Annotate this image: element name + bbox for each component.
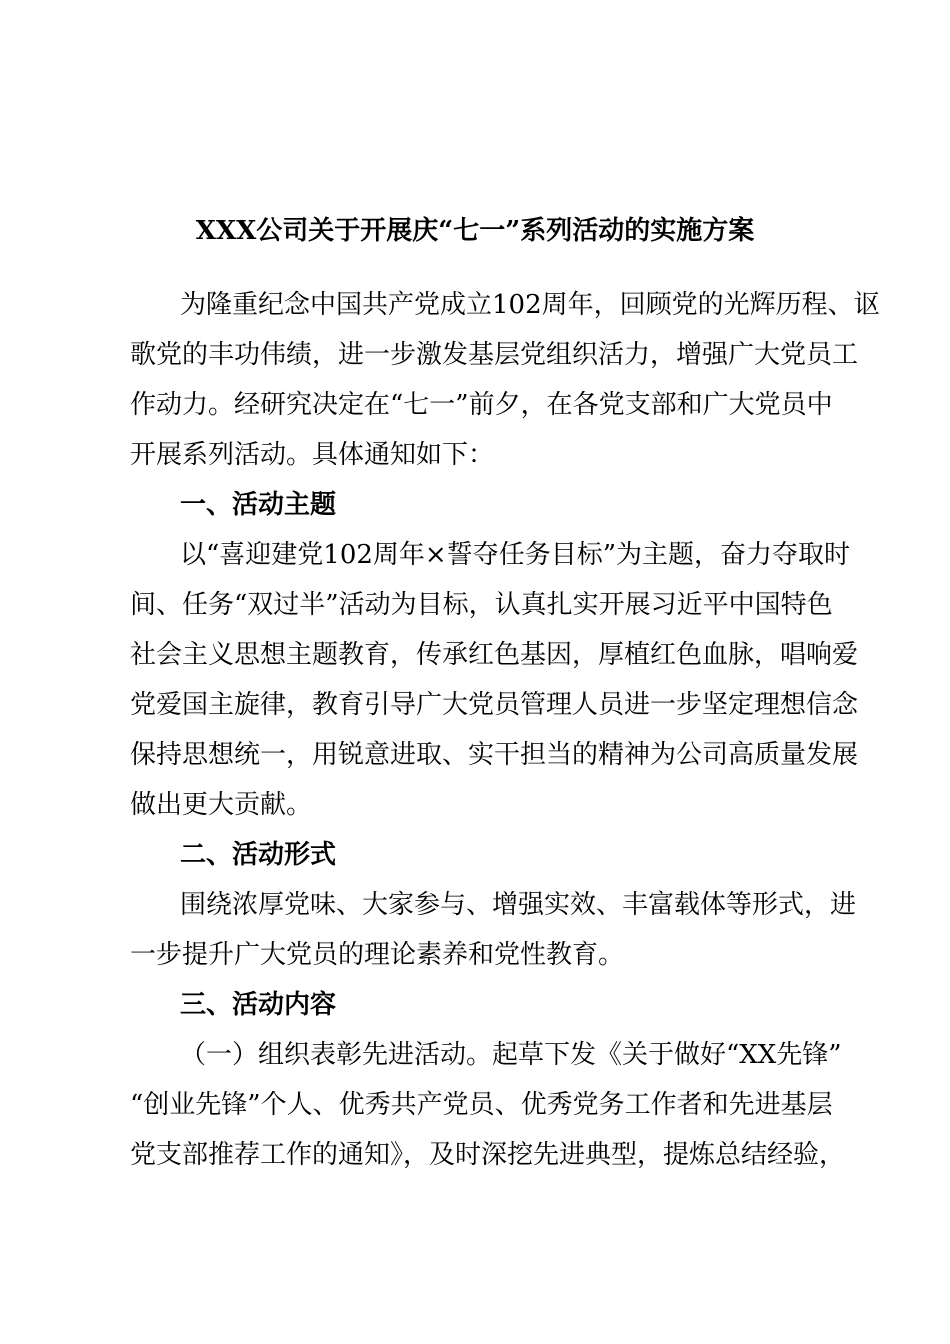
paragraph-line: 作动力。经研究决定在“七一”前夕，在各党支部和广大党员中 <box>130 390 833 420</box>
section-heading: 一、活动主题 <box>180 490 337 520</box>
paragraph-line: 党爱国主旋律，教育引导广大党员管理人员进一步坚定理想信念 <box>130 690 859 720</box>
paragraph-line: 保持思想统一，用锐意进取、实干担当的精神为公司高质量发展 <box>130 740 859 770</box>
paragraph-line: 社会主义思想主题教育，传承红色基因，厚植红色血脉，唱响爱 <box>130 640 859 670</box>
paragraph-line: 做出更大贡献。 <box>130 790 313 820</box>
paragraph-line: 间、任务“双过半”活动为目标，认真扎实开展习近平中国特色 <box>130 590 833 620</box>
paragraph-line: 围绕浓厚党味、大家参与、增强实效、丰富载体等形式，进 <box>180 890 857 920</box>
document-title: XXX公司关于开展庆“七一”系列活动的实施方案 <box>195 216 755 246</box>
section-heading: 三、活动内容 <box>180 990 337 1020</box>
paragraph-line: 党支部推荐工作的通知》，及时深挖先进典型，提炼总结经验， <box>130 1140 846 1170</box>
paragraph-line: 以“喜迎建党102周年×誓夺任务目标”为主题，奋力夺取时 <box>180 540 850 570</box>
paragraph-line: 歌党的丰功伟绩，进一步激发基层党组织活力，增强广大党员工 <box>130 340 859 370</box>
section-heading: 二、活动形式 <box>180 840 337 870</box>
paragraph-line: 为隆重纪念中国共产党成立102周年，回顾党的光辉历程、讴 <box>180 290 880 320</box>
paragraph-line: 开展系列活动。具体通知如下： <box>130 440 495 470</box>
paragraph-line: （一）组织表彰先进活动。起草下发《关于做好“XX先锋” <box>180 1040 842 1070</box>
paragraph-line: 一步提升广大党员的理论素养和党性教育。 <box>130 940 625 970</box>
paragraph-line: “创业先锋”个人、优秀共产党员、优秀党务工作者和先进基层 <box>130 1090 833 1120</box>
